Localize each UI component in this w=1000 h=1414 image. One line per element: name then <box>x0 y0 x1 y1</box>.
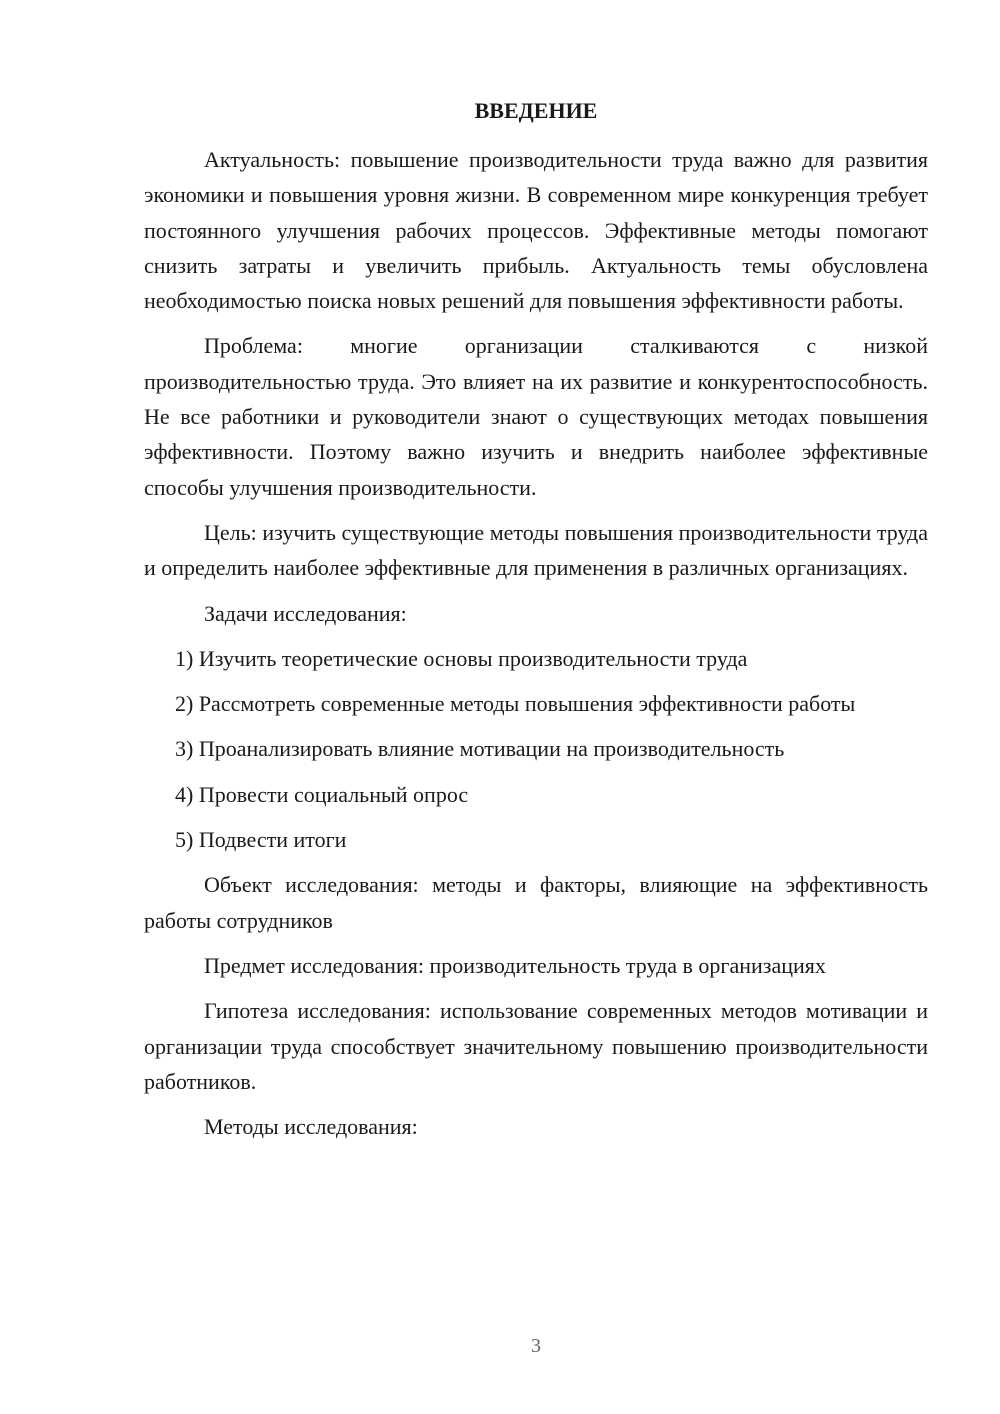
problem-paragraph: Проблема: многие организации сталкиваются с низкой производительностью труда. Это влияет на их развитие и конкурентоспособность. Не все работники и руководители знают о существующих методах повышения эффективности. Поэтому важно изучить и внедрить наиболее эффективные способы улучшения производительности. <box>144 333 928 500</box>
goal-paragraph: Цель: изучить существующие методы повышения производительности труда и определить наиболее эффективные для применения в различных организациях. <box>144 519 928 581</box>
subject-paragraph: Предмет исследования: производительность труда в организациях <box>204 952 826 978</box>
tasks-heading: Задачи исследования: <box>204 600 407 626</box>
document-body <box>144 142 928 1154</box>
page-title: ВВЕДЕНИЕ <box>474 98 598 123</box>
task-item-3: 3) Проанализировать влияние мотивации на производительность <box>175 736 785 762</box>
task-item-1: 1) Изучить теоретические основы производительности труда <box>175 645 748 671</box>
page-number: 3 <box>531 1335 541 1357</box>
object-paragraph: Объект исследования: методы и факторы, влияющие на эффективность работы сотрудников <box>144 872 928 933</box>
task-item-2: 2) Рассмотреть современные методы повышения эффективности работы <box>175 691 856 717</box>
task-item-5: 5) Подвести итоги <box>175 827 347 853</box>
hypothesis-paragraph: Гипотеза исследования: использование современных методов мотивации и организации труда способствует значительному повышению производительности работников. <box>144 998 928 1094</box>
relevance-paragraph: Актуальность: повышение производительности труда важно для развития экономики и повышения уровня жизни. В современном мире конкуренция требует постоянного улучшения рабочих процессов. Эффективные методы помогают снизить затраты и увеличить прибыль. Актуальность темы обусловлена необходимостью поиска новых решений для повышения эффективности работы. <box>144 147 928 314</box>
methods-heading: Методы исследования: <box>204 1114 418 1140</box>
task-item-4: 4) Провести социальный опрос <box>175 781 469 807</box>
